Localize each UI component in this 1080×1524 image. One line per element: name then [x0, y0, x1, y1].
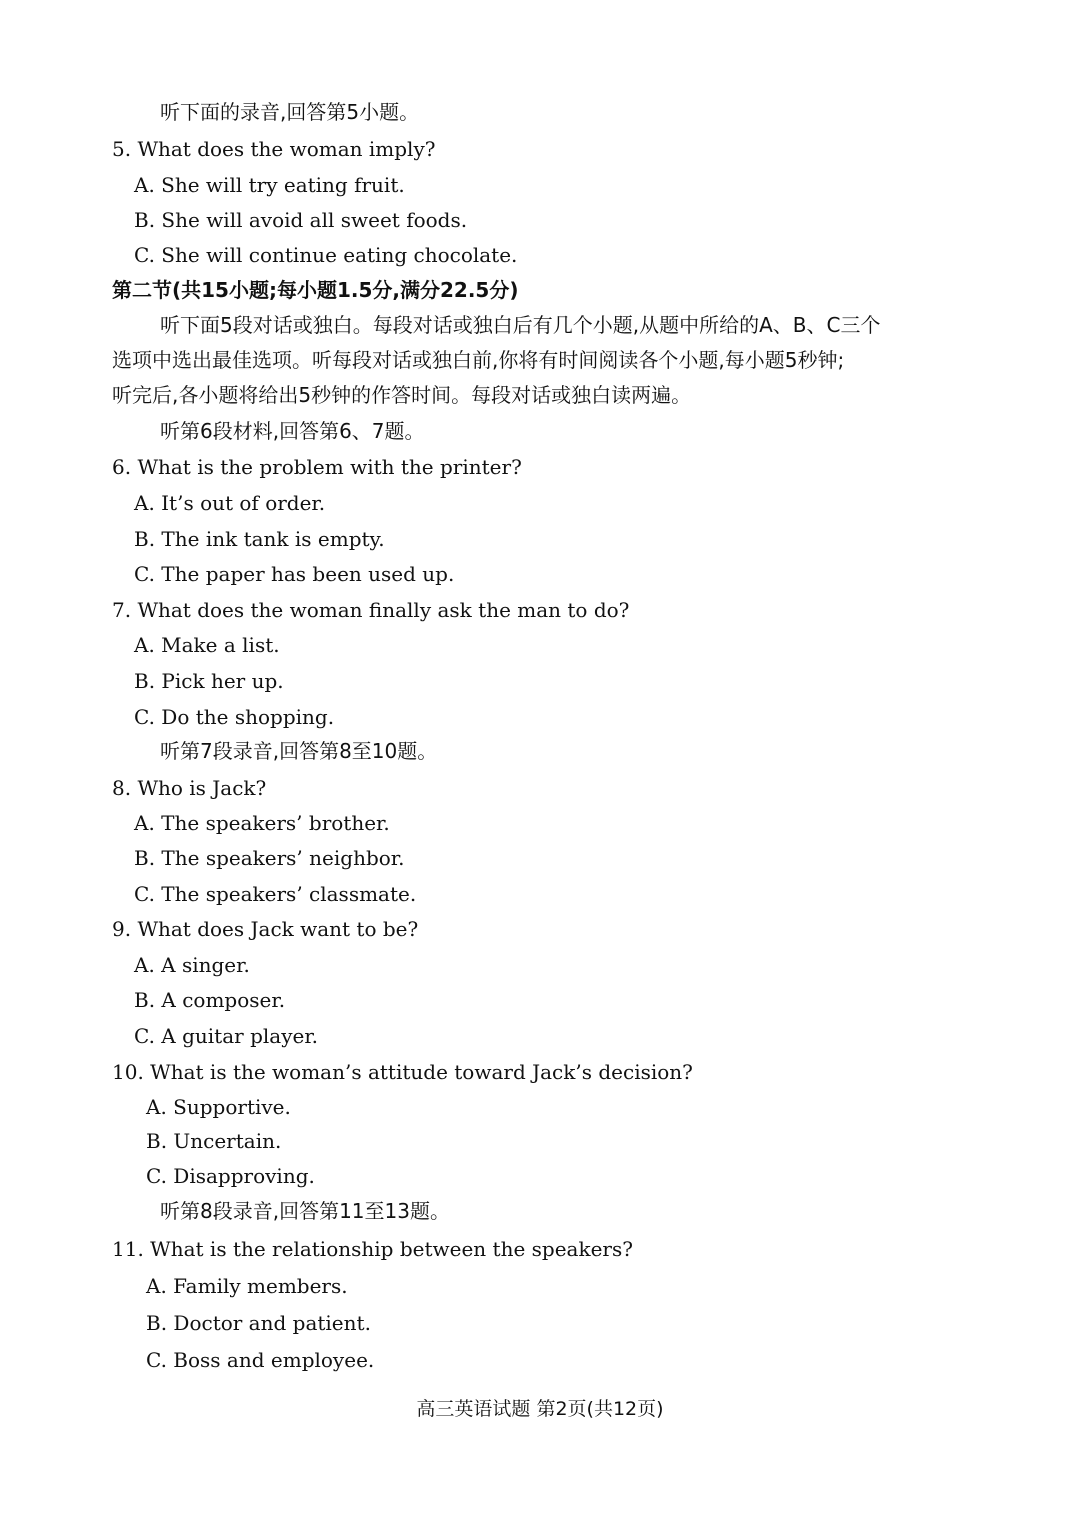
question-8-option-a: A. The speakers’ brother.	[134, 811, 390, 835]
section-2-paragraph-line-1: 听下面5段对话或独白。每段对话或独白后有几个小题,从题中所给的A、B、C三个	[160, 313, 881, 337]
instruction-q6-q7: 听第6段材料,回答第6、7题。	[160, 419, 425, 443]
page-footer: 高三英语试题 第2页(共12页)	[416, 1398, 664, 1420]
question-9-option-a: A. A singer.	[134, 953, 250, 977]
instruction-q11-q13: 听第8段录音,回答第11至13题。	[160, 1199, 450, 1223]
question-11-option-b: B. Doctor and patient.	[146, 1311, 371, 1335]
question-10-stem: 10. What is the woman’s attitude toward Jack’s decision?	[112, 1060, 693, 1084]
question-7-option-c: C. Do the shopping.	[134, 705, 335, 729]
question-11-option-c: C. Boss and employee.	[146, 1348, 375, 1372]
question-8-option-c: C. The speakers’ classmate.	[134, 882, 417, 906]
question-6-option-c: C. The paper has been used up.	[134, 562, 455, 586]
question-8-option-b: B. The speakers’ neighbor.	[134, 846, 405, 870]
instruction-q5: 听下面的录音,回答第5小题。	[160, 100, 420, 124]
question-11-option-a: A. Family members.	[146, 1274, 348, 1298]
question-10-option-b: B. Uncertain.	[146, 1129, 282, 1153]
question-7-option-b: B. Pick her up.	[134, 669, 284, 693]
question-8-stem: 8. Who is Jack?	[112, 776, 267, 800]
question-10-option-c: C. Disapproving.	[146, 1164, 315, 1188]
question-9-option-c: C. A guitar player.	[134, 1024, 319, 1048]
question-5-option-a: A. She will try eating fruit.	[134, 173, 405, 197]
section-2-paragraph-line-2: 选项中选出最佳选项。听每段对话或独白前,你将有时间阅读各个小题,每小题5秒钟;	[112, 348, 845, 372]
question-7-option-a: A. Make a list.	[134, 633, 280, 657]
section-2-paragraph-line-3: 听完后,各小题将给出5秒钟的作答时间。每段对话或独白读两遍。	[112, 383, 692, 407]
question-6-stem: 6. What is the problem with the printer?	[112, 455, 522, 479]
instruction-q8-q10: 听第7段录音,回答第8至10题。	[160, 739, 438, 763]
question-5-option-c: C. She will continue eating chocolate.	[134, 243, 518, 267]
question-6-option-b: B. The ink tank is empty.	[134, 527, 385, 551]
question-5-option-b: B. She will avoid all sweet foods.	[134, 208, 468, 232]
section-2-title: 第二节(共15小题;每小题1.5分,满分22.5分)	[112, 278, 519, 302]
question-11-stem: 11. What is the relationship between the speakers?	[112, 1237, 633, 1261]
question-7-stem: 7. What does the woman finally ask the man to do?	[112, 598, 630, 622]
question-6-option-a: A. It’s out of order.	[134, 491, 326, 515]
question-9-option-b: B. A composer.	[134, 988, 286, 1012]
question-9-stem: 9. What does Jack want to be?	[112, 917, 419, 941]
question-5-stem: 5. What does the woman imply?	[112, 137, 436, 161]
question-10-option-a: A. Supportive.	[146, 1095, 291, 1119]
